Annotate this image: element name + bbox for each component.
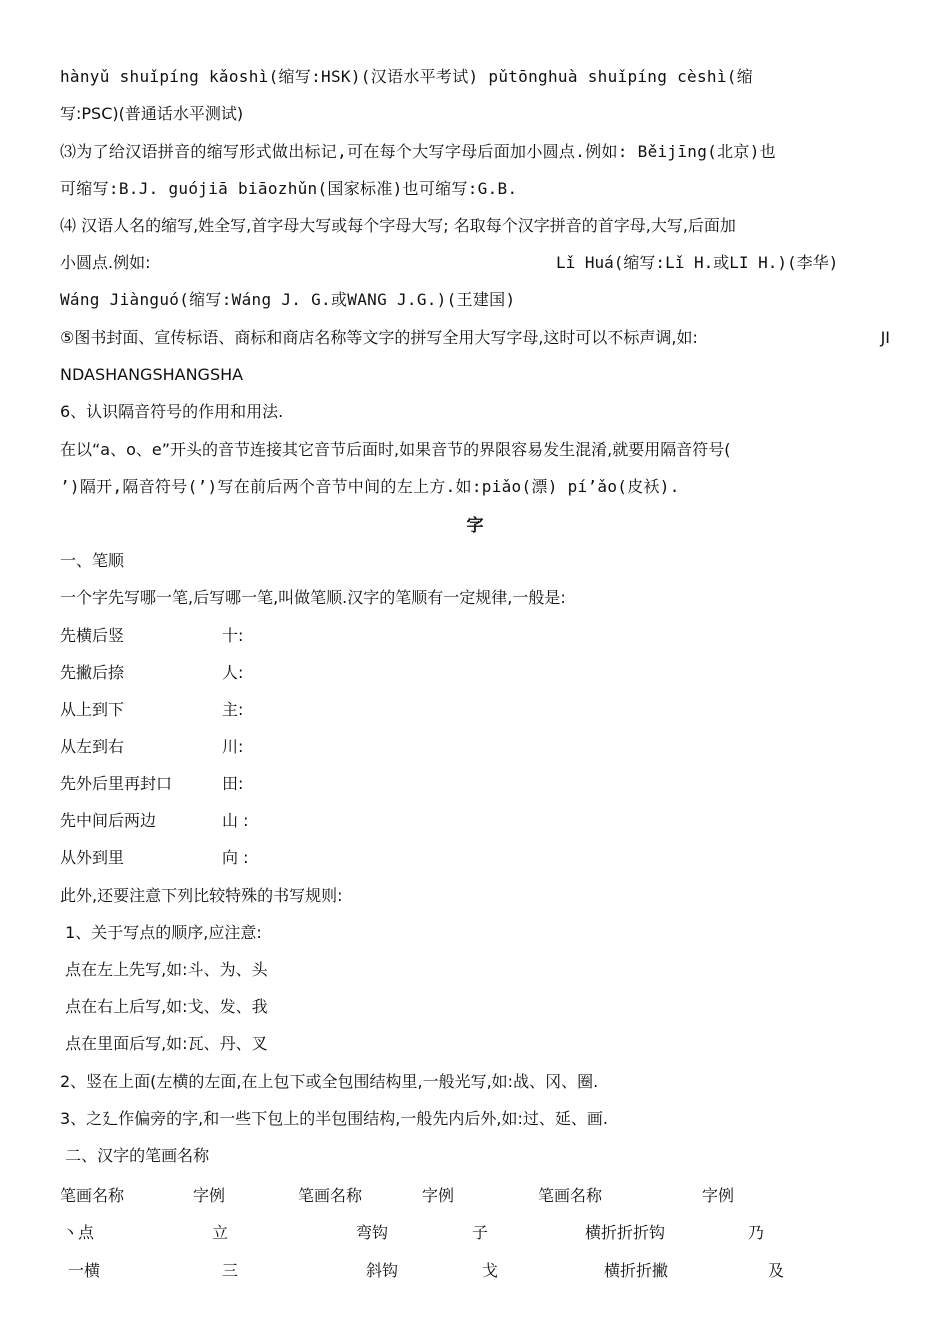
table-cell: 及 (768, 1261, 785, 1280)
text-fragment: ⑤图书封面、宣传标语、商标和商店名称等文字的拼写全用大写字母,这时可以不标声调,如: (60, 328, 698, 347)
table-cell: 子 (472, 1223, 489, 1242)
table-cell: 横折折撇 (604, 1261, 669, 1280)
table-header: 字例 (702, 1186, 735, 1205)
stroke-rule: 从左到右 (60, 737, 125, 756)
section1-heading: 一、笔顺 (60, 551, 125, 570)
text-line: ⑷ 汉语人名的缩写,姓全写,首字母大写或每个字母大写; 名取每个汉字拼音的首字母,大写,后面加 (60, 216, 736, 235)
text-line-with-fragment (60, 323, 890, 353)
table-header: 笔画名称 (538, 1186, 603, 1205)
table-header: 字例 (422, 1186, 455, 1205)
stroke-rule-example: 主: (222, 700, 244, 719)
table-cell: 一横 (68, 1261, 101, 1280)
table-cell: 立 (212, 1223, 229, 1242)
jin-fragment: JI (880, 328, 890, 347)
table-cell: 弯钩 (356, 1223, 389, 1242)
special-line: 1、关于写点的顺序,应注意: (60, 923, 262, 942)
stroke-rule: 先中间后两边 (60, 811, 157, 830)
text-line: hànyǔ shuǐpíng kǎoshì(缩写:HSK)(汉语水平考试) pǔtōnghuà shuǐpíng cèshì(缩 (60, 67, 754, 86)
section-title: 字 (466, 516, 484, 536)
text-line: Wáng Jiànguó(缩写:Wáng J. G.或WANG J.G.)(王建国) (60, 290, 516, 309)
table-header: 笔画名称 (60, 1186, 125, 1205)
section2-heading: 二、汉字的笔画名称 (60, 1146, 210, 1165)
text-fragment: 小圆点.例如: (60, 253, 151, 272)
stroke-rule-example: 十: (222, 626, 244, 645)
table-header: 笔画名称 (298, 1186, 363, 1205)
special-line: 2、竖在上面(左横的左面,在上包下或全包围结构里,一般光写,如:战、冈、圈. (60, 1072, 599, 1091)
text-line: 写:PSC)(普通话水平测试) (60, 104, 244, 123)
table-cell: 三 (222, 1261, 239, 1280)
table-cell: 乃 (748, 1223, 765, 1242)
table-cell: 斜钩 (366, 1261, 399, 1280)
special-intro: 此外,还要注意下列比较特殊的书写规则: (60, 886, 343, 905)
text-line: ⑶为了给汉语拼音的缩写形式做出标记,可在每个大写字母后面加小圆点.例如: Běijīng(北京)也 (60, 142, 776, 161)
stroke-rule-example: 川: (222, 737, 244, 756)
special-line: 点在右上后写,如:戈、发、我 (60, 997, 268, 1016)
stroke-rule-example: 山 : (222, 811, 249, 830)
table-header: 字例 (193, 1186, 226, 1205)
text-line: 可缩写:B.J. guójiā biāozhǔn(国家标准)也可缩写:G.B. (60, 179, 518, 198)
text-line: 在以“a、o、e”开头的音节连接其它音节后面时,如果音节的界限容易发生混淆,就要用隔音符号( (60, 440, 731, 459)
special-line: 3、之廴作偏旁的字,和一些下包上的半包围结构,一般先内后外,如:过、延、画. (60, 1109, 608, 1128)
stroke-rule: 从上到下 (60, 700, 125, 719)
section1-intro: 一个字先写哪一笔,后写哪一笔,叫做笔顺.汉字的笔顺有一定规律,一般是: (60, 588, 566, 607)
stroke-rule-example: 向 : (222, 848, 249, 867)
table-cell: 丶点 (62, 1223, 95, 1242)
stroke-rule: 先横后竖 (60, 626, 125, 645)
table-cell: 横折折折钩 (585, 1223, 666, 1242)
text-line: ’)隔开,隔音符号(’)写在前后两个音节中间的左上方.如:piǎo(漂) pí’ǎo(皮袄). (60, 477, 680, 496)
special-line: 点在左上先写,如:斗、为、头 (60, 960, 268, 979)
table-cell: 戈 (482, 1261, 499, 1280)
li-hua-example: Lǐ Huá(缩写:Lǐ H.或LI H.)(李华) (556, 253, 839, 272)
stroke-rule-example: 人: (222, 663, 244, 682)
stroke-rule: 从外到里 (60, 848, 125, 867)
stroke-rule-example: 田: (222, 774, 244, 793)
special-line: 点在里面后写,如:瓦、丹、叉 (60, 1034, 268, 1053)
stroke-rule: 先撇后捺 (60, 663, 125, 682)
text-line: 6、认识隔音符号的作用和用法. (60, 402, 284, 421)
text-line-with-example (60, 248, 890, 278)
stroke-rule: 先外后里再封口 (60, 774, 173, 793)
text-line: NDASHANGSHANGSHA (60, 365, 244, 384)
